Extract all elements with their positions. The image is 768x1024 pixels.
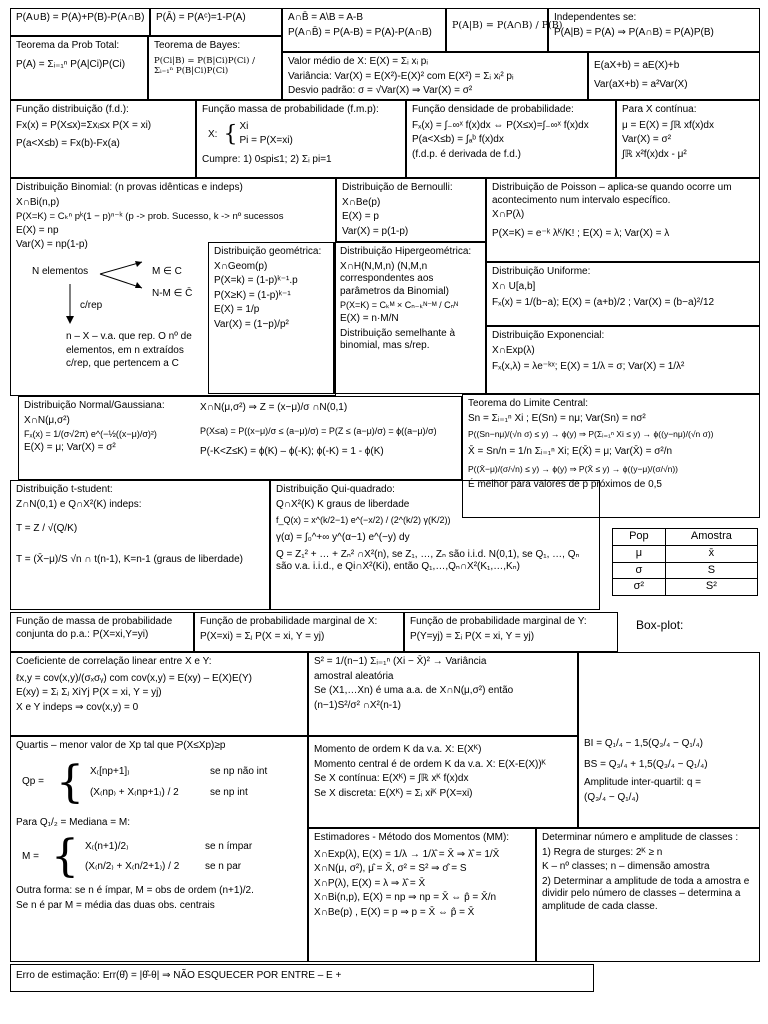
bernoulli-notation: X∩Be(p) (342, 196, 381, 208)
median-other-2: Se n é par M = média das duas obs. centrais (16, 899, 215, 911)
geometric-mean: E(X) = 1/p (214, 304, 260, 315)
m-in-c-label: M ∈ C (152, 266, 182, 277)
normal-notation: X∩N(μ,σ²) (24, 414, 70, 426)
correlation-box (10, 652, 308, 736)
estimator-binomial: X∩Bi(n,p), E(X) = np ⇒ np = X̄ ⇔ p̂ = X̄/n (314, 892, 497, 903)
qp-case-2-cond: se np int (209, 786, 248, 798)
boxplot-iqr: Amplitude inter-quartil: q = (584, 777, 702, 788)
median-other-1: Outra forma: se n é ímpar, M = obs de ordem (n+1)/2. (16, 885, 254, 896)
poisson-box (486, 178, 760, 262)
pop-header: Pop (613, 529, 666, 546)
symmetric-probability: P(-K<Z≤K) = ϕ(K) – ϕ(-K); ϕ(-K) = 1 - ϕ(K) (200, 446, 384, 457)
normal-pdf: Fₓ(x) = 1/(σ√2π) e^(−½((x−μ)/σ)²) (24, 429, 157, 439)
arrow-head-down (66, 316, 74, 324)
conditional-formula: P(A|B) = P(A∩B) / P(B) (452, 20, 563, 31)
difference-box (282, 8, 446, 52)
pop-mean: μ (613, 545, 666, 562)
normal-moments: E(X) = μ; Var(X) = σ² (24, 442, 116, 454)
fd-title: Função distribuição (f.d.): (16, 104, 129, 115)
tstudent-title: Distribuição t-student: (16, 484, 113, 495)
estimator-bernoulli: X∩Be(p) , E(X) = p ⇒ p = X̄ ⇔ p̂ = X̄ (314, 906, 475, 918)
fdp-note: (f.d.p. é derivada de f.d.) (412, 148, 521, 160)
boxplot-iqr-formula: (Q₃/₄ − Q₁/₄) (584, 791, 639, 803)
fd-box (10, 100, 196, 178)
table-row (613, 545, 758, 562)
linearity-box (588, 52, 760, 100)
binomial-pmf: P(X=K) = Cₖⁿ pᵏ(1 − p)ⁿ⁻ᵏ (p -> prob. Sucesso, k -> nº sucessos (16, 211, 284, 222)
boxplot-bi: BI = Q₁/₄ − 1,5(Q₃/₄ − Q₁/₄) (584, 738, 703, 749)
sample-header: Amostra (665, 529, 757, 546)
standardized-probability: P(X≤a) = P((x−μ)/σ ≤ (a−μ)/σ) = P(Z ≤ (a−μ)/σ) = ϕ((a−μ)/σ) (200, 426, 437, 436)
binomial-mean: E(X) = np (16, 224, 59, 236)
classes-item-2: 2) Determinar a amplitude de toda a amostra e dividir pelo número de classes – determina a amplitude de cada classe. (542, 875, 750, 912)
classes-item-1b: K – nº classes; n – dimensão amostra (542, 861, 710, 872)
uniform-notation: X∩ U[a,b] (492, 280, 536, 292)
hyper-title: Distribuição Hipergeométrica: (340, 246, 472, 257)
table-row (613, 529, 758, 546)
marginal-y-title: Função de probabilidade marginal de Y: (410, 616, 587, 627)
arrow-head-c (135, 261, 142, 267)
fmp-rule: Cumpre: 1) 0≤pi≤1; 2) Σᵢ pi=1 (202, 153, 332, 165)
exponential-title: Distribuição Exponencial: (492, 330, 605, 341)
total-probability-title: Teorema da Prob Total: (16, 40, 120, 51)
exponential-notation: X∩Exp(λ) (492, 344, 535, 356)
estimators-title: Estimadores - Método dos Momentos (MM): (314, 832, 510, 843)
fdp-box (406, 100, 616, 178)
bayes-box (148, 36, 282, 100)
mean-formula: Valor médio de X: E(X) = Σᵢ xᵢ pᵢ (288, 56, 428, 67)
pop-sd: σ (613, 562, 666, 579)
uniform-title: Distribuição Uniforme: (492, 266, 591, 277)
independence-title: Independentes se: (554, 12, 637, 23)
sample-sd: S (665, 562, 757, 579)
joint-pmf-title: Função de massa de probabilidade conjunta do p.a.: P(X=xi,Y=yi) (16, 616, 173, 640)
correlation-indep: X e Y indeps ⇒ cov(x,y) = 0 (16, 701, 139, 713)
continuous-box (616, 100, 760, 178)
fmp-box (196, 100, 406, 178)
tstudent-sample: T = (X̄−μ)/S √n ∩ t(n-1), K=n-1 (graus de liberdade) (16, 553, 243, 565)
geometric-pmf: P(X=k) = (1-p)ᵏ⁻¹.p (214, 275, 298, 286)
poisson-pmf: P(X=K) = e⁻ᵏ λᴷ/K! ; E(X) = λ; Var(X) = λ (492, 227, 670, 239)
classes-title: Determinar número e amplitude de classes : (542, 832, 739, 843)
fmp-pi: Pi = P(X=xi) (239, 135, 293, 146)
poisson-notation: X∩P(λ) (492, 209, 525, 220)
complement-formula: P(Ā) = P(Aᶜ)=1-P(A) (156, 12, 246, 23)
fd-formula-2: P(a<X≤b) = Fx(b)-Fx(a) (16, 138, 120, 149)
continuous-mean: μ = E(X) = ∫ℝ xf(x)dx (622, 119, 714, 131)
qp-case-2: (X₍np₎ + X₍np+1₎) / 2 (89, 786, 179, 798)
bayes-title: Teorema de Bayes: (154, 40, 241, 51)
hyper-mean: E(X) = n·M/N (340, 313, 399, 325)
marginal-x-formula: P(X=xi) = Σⱼ P(X = xi, Y = yj) (200, 630, 325, 642)
quartis-box (10, 736, 308, 962)
chisq-title: Distribuição Qui-quadrado: (276, 484, 395, 495)
fmp-x-label: X: (208, 128, 218, 140)
continuous-integral: ∫ℝ x²f(x)dx - μ² (622, 148, 687, 160)
clt-note: É melhor para valores de p próximos de 0,5 (468, 478, 662, 490)
geometric-title: Distribuição geométrica: (214, 246, 322, 257)
median-case-2-cond: se n par (204, 861, 242, 872)
moment-central: Momento central é de ordem K da v.a. X: E(X-E(X))ᴷ (314, 758, 546, 770)
fdp-formula-1: Fₓ(x) = ∫₋∞ˣ f(x)dx ⇔ P(X≤x)=∫₋∞ˣ f(x)dx (412, 119, 589, 131)
boxplot-bs: BS = Q₃/₄ + 1,5(Q₃/₄ − Q₁/₄) (584, 758, 708, 770)
sample-variance-condition: Se (X1,…Xn) é uma a.a. de X∩N(μ,σ²) então (314, 685, 514, 696)
qp-case-1: X₍[np+1]₎ (89, 766, 130, 777)
classes-item-1: 1) Regra de sturges: 2ᴷ ≥ n (542, 846, 663, 858)
fmp-xi: Xi (239, 120, 249, 132)
pop-sample-table (612, 528, 758, 596)
estimator-normal: X∩N(μ, σ²), μ̂ = X̄, σ² = S² ⇒ σ̂ = S (314, 863, 467, 874)
complement-box (150, 8, 282, 36)
tstudent-t: T = Z / √(Q/K) (16, 523, 78, 534)
fdp-title: Função densidade de probabilidade: (412, 104, 574, 115)
clt-title: Teorema do Limite Central: (468, 398, 589, 409)
boxplot-title: Box-plot: (636, 618, 684, 632)
moment-order-k: Momento de ordem K da v.a. X: E(Xᴷ) (314, 744, 482, 755)
difference-formula-1: A∩B̄ = A\B = A-B (288, 12, 364, 23)
median-case-1-cond: se n ímpar (204, 840, 253, 852)
table-row (613, 562, 758, 579)
pop-var: σ² (613, 579, 666, 596)
bernoulli-variance: Var(X) = p(1-p) (342, 225, 409, 237)
marginal-x-box (194, 612, 404, 652)
boxplot-box (578, 652, 760, 828)
arrow-to-cbar (100, 274, 142, 288)
median-case-2: (X₍n/2₎ + X₍n/2+1₎) / 2 (84, 861, 180, 872)
geometric-notation: X∩Geom(p) (214, 260, 268, 272)
joint-pmf-box (10, 612, 194, 652)
continuous-title: Para X contínua: (622, 104, 697, 115)
arrow-to-c (100, 262, 142, 274)
linearity-mean: E(aX+b) = aE(X)+b (594, 60, 680, 71)
clt-sum: Sn = Σᵢ₌₁ⁿ Xi ; E(Sn) = nμ; Var(Sn) = nσ² (468, 412, 646, 424)
bernoulli-title: Distribuição de Bernoulli: (342, 182, 453, 193)
arrow-head-cbar (135, 282, 142, 288)
chisquare-box (270, 480, 600, 610)
moment-discrete: Se X discreta: E(Xᴷ) = Σᵢ xiᴷ P(X=xi) (314, 787, 473, 799)
qp-brace-icon: { (55, 756, 84, 808)
classes-box (536, 828, 760, 962)
marginal-x-title: Função de probabilidade marginal de X: (200, 616, 378, 627)
marginal-y-formula: P(Y=yj) = Σᵢ P(X = xi, Y = yj) (410, 630, 535, 642)
sample-variance-box (308, 652, 578, 736)
chisq-gamma: γ(α) = ∫₀^+∞ y^(α−1) e^(−y) dy (276, 532, 410, 544)
table-row (613, 579, 758, 596)
hyper-notation: X∩H(N,M,n) (N,M,n correspondentes aos parâmetros da Binomial) (340, 260, 449, 297)
union-box (10, 8, 150, 36)
estimator-exp: X∩Exp(λ), E(X) = 1/λ → 1/λ̂ = X̄ ⇒ λ̂ = 1/X̄ (314, 848, 500, 860)
union-formula: P(A∪B) = P(A)+P(B)-P(A∩B) (16, 12, 145, 23)
tstudent-box (10, 480, 270, 610)
hyper-note: Distribuição semelhante à binomial, mas s/rep. (340, 327, 456, 352)
geometric-tail: P(X≥K) = (1-p)ᵏ⁻¹ (214, 289, 291, 301)
conditional-box (446, 8, 563, 52)
chisq-sum: Q = Z₁² + … + Zₙ² ∩X²(n), se Z₁, …, Zₙ são i.i.d. N(0,1), se Q₁, …, Qₙ são v.a. i.i.d., e Qi∩X²(Ki), então Q₁,…,Qₙ∩X²(K₁,…,Kₙ) (276, 548, 580, 573)
marginal-y-box (404, 612, 618, 652)
independence-formula: P(A|B) = P(A) ⇒ P(A∩B) = P(A)P(B) (554, 26, 714, 38)
moments-box (308, 736, 578, 828)
median-label: M = (22, 850, 39, 862)
clt-mean-limit: P((X̄−μ)/(σ/√n) ≤ y) → ϕ(y) ⇒ P(X̄ ≤ y) → ϕ((y−μ)/(σ/√n)) (468, 464, 679, 475)
correlation-formula: ℓx,y = cov(x,y)/(σₓσᵧ) com cov(x,y) = E(xy) – E(X)E(Y) (16, 672, 252, 684)
n-elements-label: N elementos (32, 266, 89, 277)
poisson-title: Distribuição de Poisson – aplica-se quando ocorre um acontecimento num intervalo específico. (492, 182, 732, 206)
median-brace-icon: { (50, 831, 79, 882)
standardization: X∩N(μ,σ²) ⇒ Z = (x−μ)/σ ∩N(0,1) (200, 402, 348, 413)
difference-formula-2: P(A∩B̄) = P(A-B) = P(A)-P(A∩B) (288, 26, 432, 38)
estimators-box (308, 828, 536, 962)
chisq-pdf: f_Q(x) = x^(k/2−1) e^(−x/2) / (2^(k/2) γ(K/2)) (276, 515, 451, 525)
sample-mean: x̄ (665, 545, 757, 562)
uniform-formulas: Fₓ(x) = 1/(b−a); E(X) = (a+b)/2 ; Var(X) = (b−a)²/12 (492, 297, 715, 308)
normal-title: Distribuição Normal/Gaussiana: (24, 400, 165, 411)
sample-variance-chisq: (n−1)S²/σ² ∩X²(n-1) (314, 699, 401, 711)
clt-sum-limit: P((Sn−nμ)/(√n σ) ≤ y) → ϕ(y) ⇒ P(Σᵢ₌₁ⁿ Xi ≤ y) → ϕ((y−nμ)/(√n σ)) (468, 429, 714, 439)
crep-label: c/rep (80, 300, 103, 311)
uniform-box (486, 262, 760, 326)
sample-var: S² (665, 579, 757, 596)
exponential-formulas: Fₓ(x,λ) = λe⁻ᵏˣ; E(X) = 1/λ = σ; Var(X) = 1/λ² (492, 361, 685, 372)
binomial-title: Distribuição Binomial: (n provas idênticas e indeps) (16, 182, 243, 193)
binomial-notation: X∩Bi(n,p) (16, 196, 60, 208)
qp-label: Qp = (22, 776, 44, 788)
estimation-error: Erro de estimação: Err(θ̂) = |θ̂-θ| ⇒ NÃO ESQUECER POR ENTRE – E + (16, 970, 342, 981)
sample-variance-label: amostral aleatória (314, 670, 394, 682)
hypergeometric-box (334, 242, 486, 394)
binomial-variance: Var(X) = np(1-p) (16, 239, 88, 251)
quartis-title: Quartis – menor valor de Xp tal que P(X≤Xp)≥p (16, 740, 226, 751)
variance-formula: Variância: Var(X) = E(X²)-E(X)² com E(X²) = Σᵢ xᵢ² pᵢ (288, 70, 514, 82)
total-probability-box (10, 36, 148, 100)
geometric-box (208, 242, 334, 394)
fdp-formula-2: P(a<X≤b) = ∫ₐᵇ f(x)dx (412, 134, 504, 145)
estimator-poisson: X∩P(λ), E(X) = λ ⇒ λ̂ = X̄ (314, 877, 426, 889)
continuous-variance: Var(X) = σ² (622, 134, 672, 145)
bayes-formula: P(Ci|B) = P(B|Ci)P(Ci) / Σᵢ₌₁ⁿ P(B|Ci)P(Ci) (154, 55, 256, 77)
bernoulli-box (336, 178, 486, 242)
nm-in-cbar-label: N-M ∈ C̄ (152, 288, 193, 299)
linearity-variance: Var(aX+b) = a²Var(X) (594, 78, 688, 90)
sample-variance-formula: S² = 1/(n−1) Σᵢ₌₁ⁿ (Xi − X̄)² → Variância (314, 656, 487, 667)
hyper-pmf: P(X=K) = Cₖᴹ × Cₙ₋ₖᴺ⁻ᴹ / Cₙᴺ (340, 300, 459, 310)
independence-box (548, 8, 760, 52)
moment-continuous: Se X contínua: E(Xᴷ) = ∫ℝ xᴷ f(x)dx (314, 773, 469, 784)
exponential-box (486, 326, 760, 394)
tstudent-condition: Z∩N(0,1) e Q∩X²(K) indeps: (16, 498, 142, 510)
qp-case-1-cond: se np não int (209, 766, 268, 777)
median-title: Para Q₁/₂ = Mediana = M: (16, 816, 130, 828)
chisq-notation: Q∩X²(K) K graus de liberdade (276, 498, 410, 510)
geometric-variance: Var(X) = (1−p)/p² (214, 318, 289, 330)
clt-mean: X̄ = Sn/n = 1/n Σᵢ₌₁ⁿ Xi; E(X̄) = μ; Var(X̄) = σ²/n (468, 445, 673, 457)
binomial-description: n – X – v.a. que rep. O nº de elementos, em n extraídos c/rep, que pertencem a C (66, 331, 192, 369)
moments-basic-box (282, 52, 588, 100)
fd-formula-1: Fx(x) = P(X≤x)=Σxᵢ≤x P(X = xi) (16, 119, 152, 131)
error-box (10, 964, 594, 992)
bernoulli-mean: E(X) = p (342, 211, 379, 222)
correlation-exy: E(xy) = Σᵢ Σⱼ XiYj P(X = xi, Y = yj) (16, 687, 162, 698)
median-case-1: X₍(n+1)/2₎ (84, 840, 129, 852)
total-probability-formula: P(A) = Σᵢ₌₁ⁿ P(A|Ci)P(Ci) (16, 58, 126, 70)
correlation-title: Coeficiente de correlação linear entre X e Y: (16, 656, 212, 667)
sd-formula: Desvio padrão: σ = √Var(X) ⇒ Var(X) = σ² (288, 85, 473, 96)
fmp-brace-icon: { (223, 122, 238, 147)
fmp-title: Função massa de probabilidade (f.m.p): (202, 104, 379, 115)
